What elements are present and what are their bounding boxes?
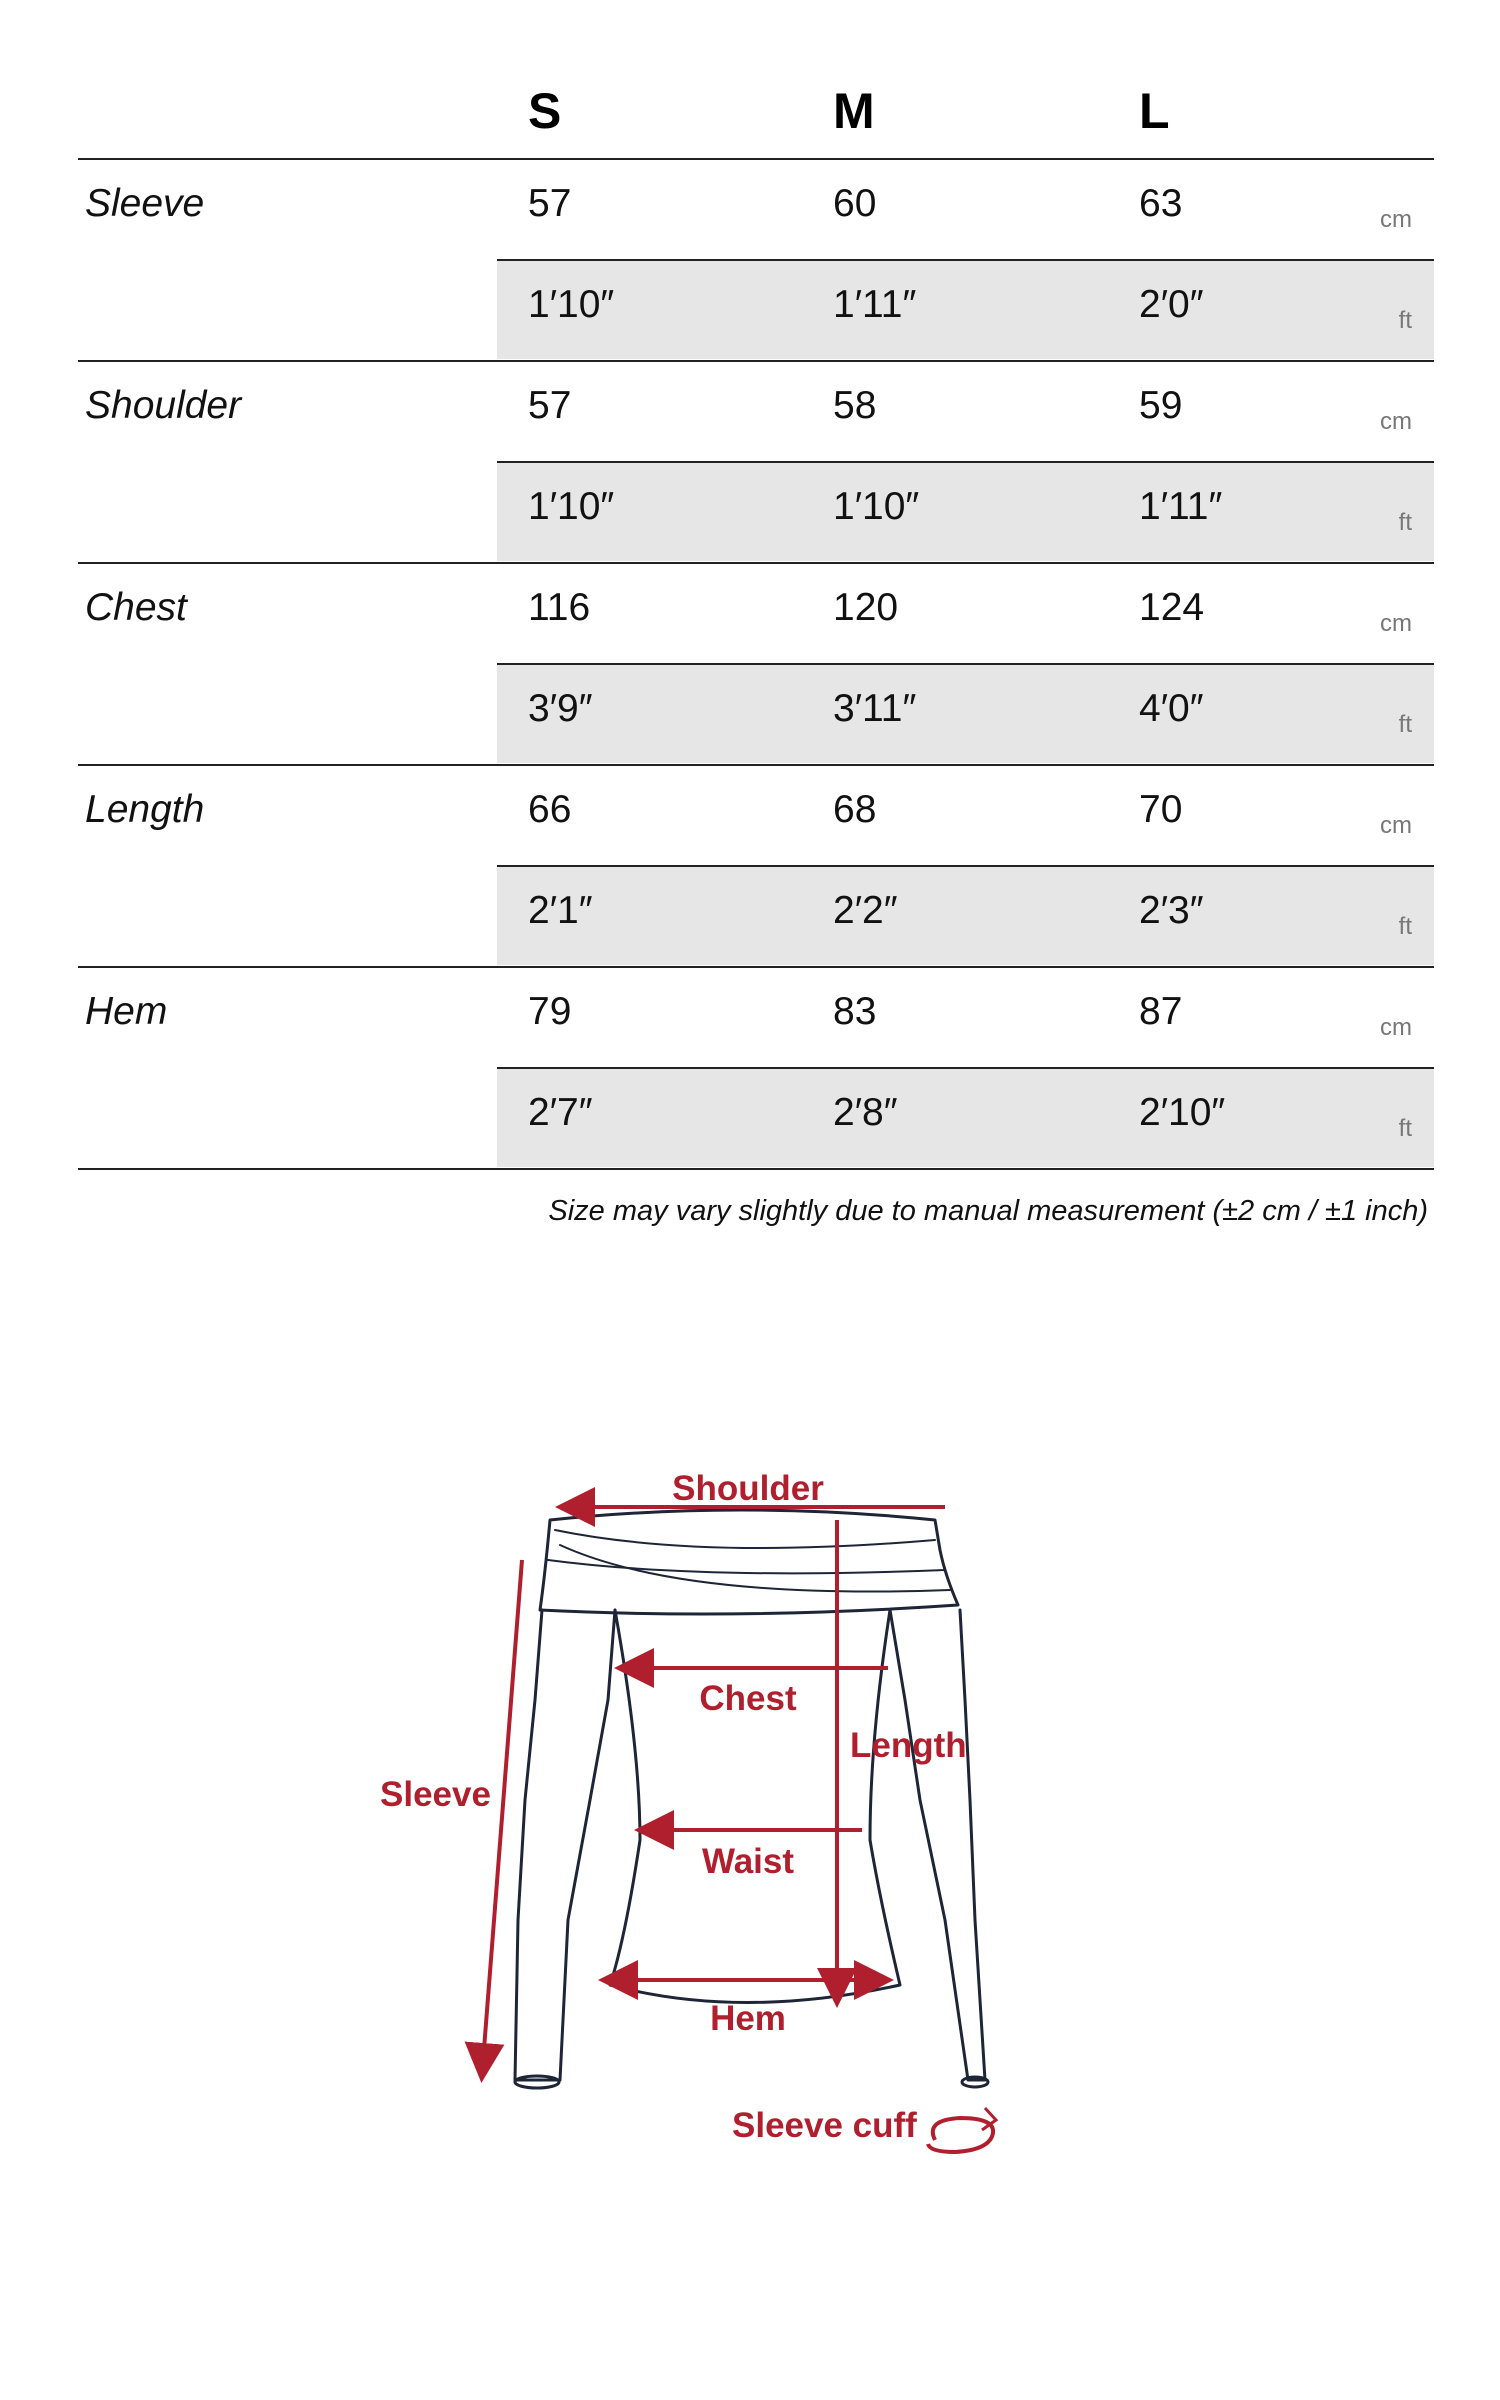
cm-value: 60 [833,182,877,225]
cm-value: 120 [833,586,899,629]
ft-value: 2′3″ [1139,889,1204,932]
table-divider [78,966,1434,968]
row-subdivider [497,865,1434,867]
ft-value: 2′0″ [1139,283,1204,326]
sleeve-label: Sleeve [380,1775,491,1814]
table-divider [78,562,1434,564]
ft-row-background [497,866,1434,965]
row-subdivider [497,259,1434,261]
measure-label: Shoulder [85,384,242,427]
cm-value: 87 [1139,990,1183,1033]
sleeve-cuff-label: Sleeve cuff [732,2106,917,2145]
cm-value: 116 [528,586,591,629]
ft-value: 4′0″ [1139,687,1204,730]
measure-label: Chest [85,586,187,629]
cm-value: 79 [528,990,572,1033]
table-divider [78,764,1434,766]
cm-value: 58 [833,384,877,427]
ft-value: 1′10″ [528,283,615,326]
chest-label: Chest [699,1679,797,1718]
measurement-note: Size may vary slightly due to manual measurement (±2 cm / ±1 inch) [548,1195,1428,1227]
hem-label: Hem [710,1999,786,2038]
unit-ft: ft [1398,711,1412,738]
table-divider [78,1168,1434,1170]
row-subdivider [497,1067,1434,1069]
row-subdivider [497,461,1434,463]
measure-label: Hem [85,990,168,1033]
ft-row-background [497,664,1434,763]
row-subdivider [497,663,1434,665]
ft-value: 1′11″ [833,283,917,326]
table-divider [78,158,1434,160]
ft-value: 2′2″ [833,889,898,932]
size-header-m: M [833,83,875,139]
cm-value: 70 [1139,788,1183,831]
ft-value: 2′1″ [528,889,593,932]
size-header-s: S [528,83,562,139]
table-divider [78,360,1434,362]
measure-label: Length [85,788,205,831]
unit-ft: ft [1398,1115,1412,1142]
ft-value: 2′8″ [833,1091,898,1134]
sleeve-cuff-arrow [928,2118,993,2152]
unit-cm: cm [1380,610,1412,637]
cm-value: 59 [1139,384,1183,427]
unit-cm: cm [1380,206,1412,233]
measure-label: Sleeve [85,182,205,225]
unit-ft: ft [1398,307,1412,334]
unit-cm: cm [1380,812,1412,839]
unit-cm: cm [1380,408,1412,435]
cm-value: 83 [833,990,877,1033]
unit-cm: cm [1380,1014,1412,1041]
cm-value: 68 [833,788,877,831]
size-header-l: L [1139,83,1170,139]
ft-value: 2′7″ [528,1091,593,1134]
shoulder-label: Shoulder [672,1469,824,1508]
unit-ft: ft [1398,509,1412,536]
cm-value: 57 [528,384,572,427]
cm-value: 63 [1139,182,1183,225]
ft-value: 1′10″ [528,485,615,528]
ft-value: 3′9″ [528,687,593,730]
ft-row-background [497,260,1434,359]
cm-value: 66 [528,788,572,831]
waist-label: Waist [701,1842,795,1881]
length-label: Length [850,1726,967,1765]
ft-row-background [497,462,1434,561]
cm-value: 57 [528,182,572,225]
garment-diagram [0,1440,1500,2200]
ft-row-background [497,1068,1434,1167]
ft-value: 1′11″ [1139,485,1223,528]
ft-value: 3′11″ [833,687,917,730]
unit-ft: ft [1398,913,1412,940]
ft-value: 2′10″ [1139,1091,1226,1134]
cm-value: 124 [1139,586,1205,629]
ft-value: 1′10″ [833,485,920,528]
